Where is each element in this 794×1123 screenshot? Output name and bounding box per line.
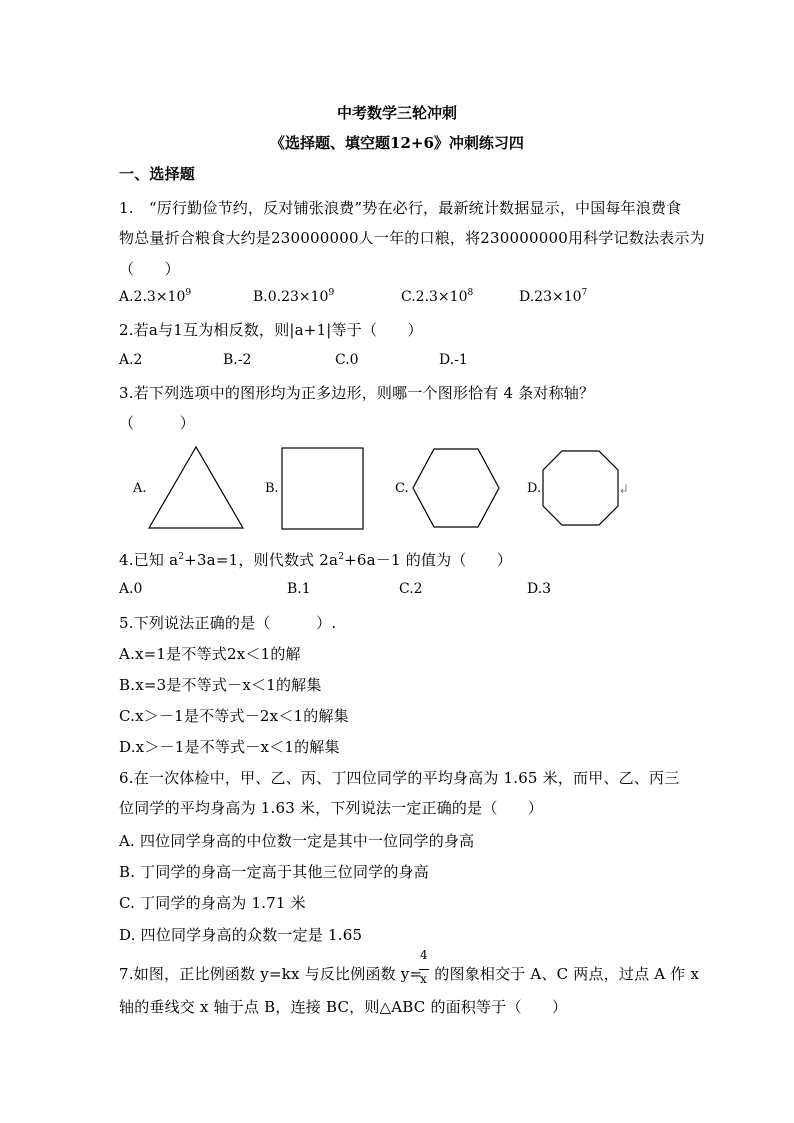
q6-line1: 6.在一次体检中，甲、乙、丙、丁四位同学的平均身高为 1.65 米，而甲、乙、丙三	[119, 769, 680, 787]
q6-option-a: A. 四位同学身高的中位数一定是其中一位同学的身高	[119, 832, 475, 850]
return-mark-icon	[621, 484, 626, 493]
q3-label-b: B.	[265, 481, 279, 496]
q2-option-a: A.2	[119, 352, 143, 368]
q1-option-c: $C.2.3\times 10^8$	[401, 288, 474, 305]
page-title: 中考数学三轮冲刺	[336, 104, 457, 122]
q3-label-c: C.	[395, 481, 409, 496]
section-heading: 一、选择题	[119, 165, 196, 183]
q7-fraction-numerator: 4	[420, 948, 428, 962]
square-shape	[282, 448, 363, 529]
q4-option-d: D.3	[527, 581, 552, 597]
q4-text: 4.已知 $a^2+3a=1$，则代数式 $2a^2+6a-1$ 的值为（ ）	[119, 551, 513, 569]
q7-line2: 轴的垂线交 x 轴于点 B，连接 BC，则△ABC 的面积等于（ ）	[119, 998, 568, 1016]
q1-line2: 物总量折合粮食大约是230000000人一年的口粮，将230000000用科学记数法表示为	[119, 229, 705, 247]
triangle-shape	[149, 447, 243, 528]
q6-option-c: C. 丁同学的身高为 1.71 米	[119, 894, 306, 912]
q1-line3: （ ）	[119, 260, 180, 278]
q3-line2: （ ）	[119, 414, 196, 432]
q5-text: 5.下列说法正确的是（ ）.	[119, 614, 337, 632]
q5-option-b: B.x=3是不等式－x＜1的解集	[119, 676, 322, 694]
q7-fraction-bar	[419, 969, 429, 970]
q7-fraction-denominator: x	[420, 972, 427, 986]
q6-option-b: B. 丁同学的身高一定高于其他三位同学的身高	[119, 863, 429, 881]
q2-option-d: D.-1	[439, 352, 468, 368]
q5-option-c: C.x＞－1是不等式－2x＜1的解集	[119, 707, 349, 725]
q2-option-c: C.0	[335, 352, 359, 368]
q1-option-b: $B.0.23\times 10^9$	[253, 288, 335, 305]
q6-line2: 位同学的平均身高为 1.63 米，下列说法一定正确的是（ ）	[119, 799, 544, 817]
q6-option-d: D. 四位同学身高的众数一定是 1.65	[119, 926, 363, 944]
hexagon-shape	[413, 449, 499, 527]
q1-line1: 1. “厉行勤俭节约，反对铺张浪费”势在必行，最新统计数据显示，中国每年浪费食	[119, 199, 682, 217]
q4-option-b: B.1	[287, 581, 311, 597]
q3-label-d: D.	[527, 481, 542, 496]
page-subtitle: 《选择题、填空题12+6》冲刺练习四	[270, 134, 524, 152]
q3-line1: 3.若下列选项中的图形均为正多边形，则哪一个图形恰有 4 条对称轴？	[119, 384, 595, 402]
q5-option-d: D.x＞－1是不等式－x＜1的解集	[119, 738, 340, 756]
q2-text: 2.若a与1互为相反数，则|a+1|等于（ ）	[119, 321, 423, 339]
octagon-shape	[543, 451, 618, 525]
q4-option-c: C.2	[399, 581, 423, 597]
q5-option-a: A.x=1是不等式2x＜1的解	[119, 645, 301, 663]
q4-option-a: A.0	[119, 581, 143, 597]
q1-option-d: $D.23\times 10^7$	[519, 288, 588, 305]
q3-label-a: A.	[133, 481, 147, 496]
q1-option-a: $A.2.3\times 10^9$	[119, 288, 192, 305]
q2-option-b: B.-2	[223, 352, 252, 368]
q7-line1: 7.如图，正比例函数 y=kx 与反比例函数 y= 的图象相交于 A、C 两点，过点 A 作 x	[119, 965, 700, 983]
